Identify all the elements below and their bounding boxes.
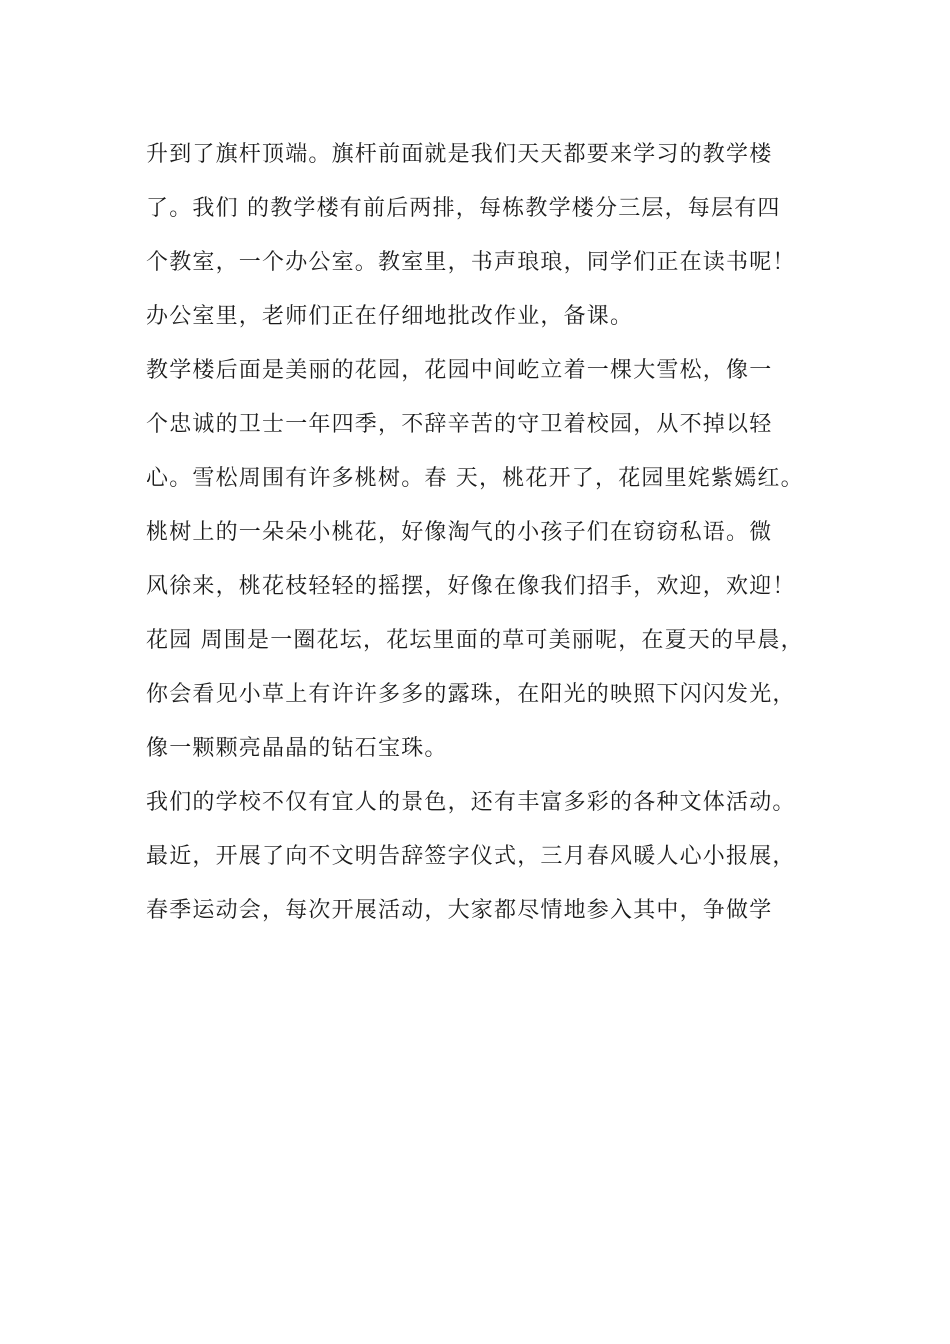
body-text (146, 128, 836, 938)
text-line: 了。我们 的教学楼有前后两排，每栋教学楼分三层，每层有四 (146, 196, 781, 221)
text-line: 升到了旗杆顶端。旗杆前面就是我们天天都要来学习的教学楼 (146, 142, 773, 167)
text-line: 最近，开展了向不文明告辞签字仪式，三月春风暖人心小报展， (146, 844, 796, 869)
text-line: 春季运动会，每次开展活动，大家都尽情地参入其中，争做学 (146, 898, 773, 923)
text-line: 个教室，一个办公室。教室里，书声琅琅，同学们正在读书呢！ (146, 250, 796, 275)
text-line: 心。雪松周围有许多桃树。春 天，桃花开了，花园里姹紫嫣红。 (146, 466, 804, 491)
text-line: 花园 周围是一圈花坛，花坛里面的草可美丽呢，在夏天的早晨， (146, 628, 804, 653)
text-line: 教学楼后面是美丽的花园，花园中间屹立着一棵大雪松，像一 (146, 358, 773, 383)
text-line: 办公室里，老师们正在仔细地批改作业，备课。 (146, 304, 634, 329)
text-line: 风徐来，桃花枝轻轻的摇摆，好像在像我们招手，欢迎，欢迎！ (146, 574, 796, 599)
text-line: 我们的学校不仅有宜人的景色，还有丰富多彩的各种文体活动。 (146, 790, 796, 815)
text-line: 桃树上的一朵朵小桃花，好像淘气的小孩子们在窃窃私语。微 (146, 520, 773, 545)
text-line: 你会看见小草上有许许多多的露珠，在阳光的映照下闪闪发光， (146, 682, 796, 707)
text-line: 个忠诚的卫士一年四季，不辞辛苦的守卫着校园，从不掉以轻 (146, 412, 773, 437)
text-line: 像一颗颗亮晶晶的钻石宝珠。 (146, 736, 448, 761)
